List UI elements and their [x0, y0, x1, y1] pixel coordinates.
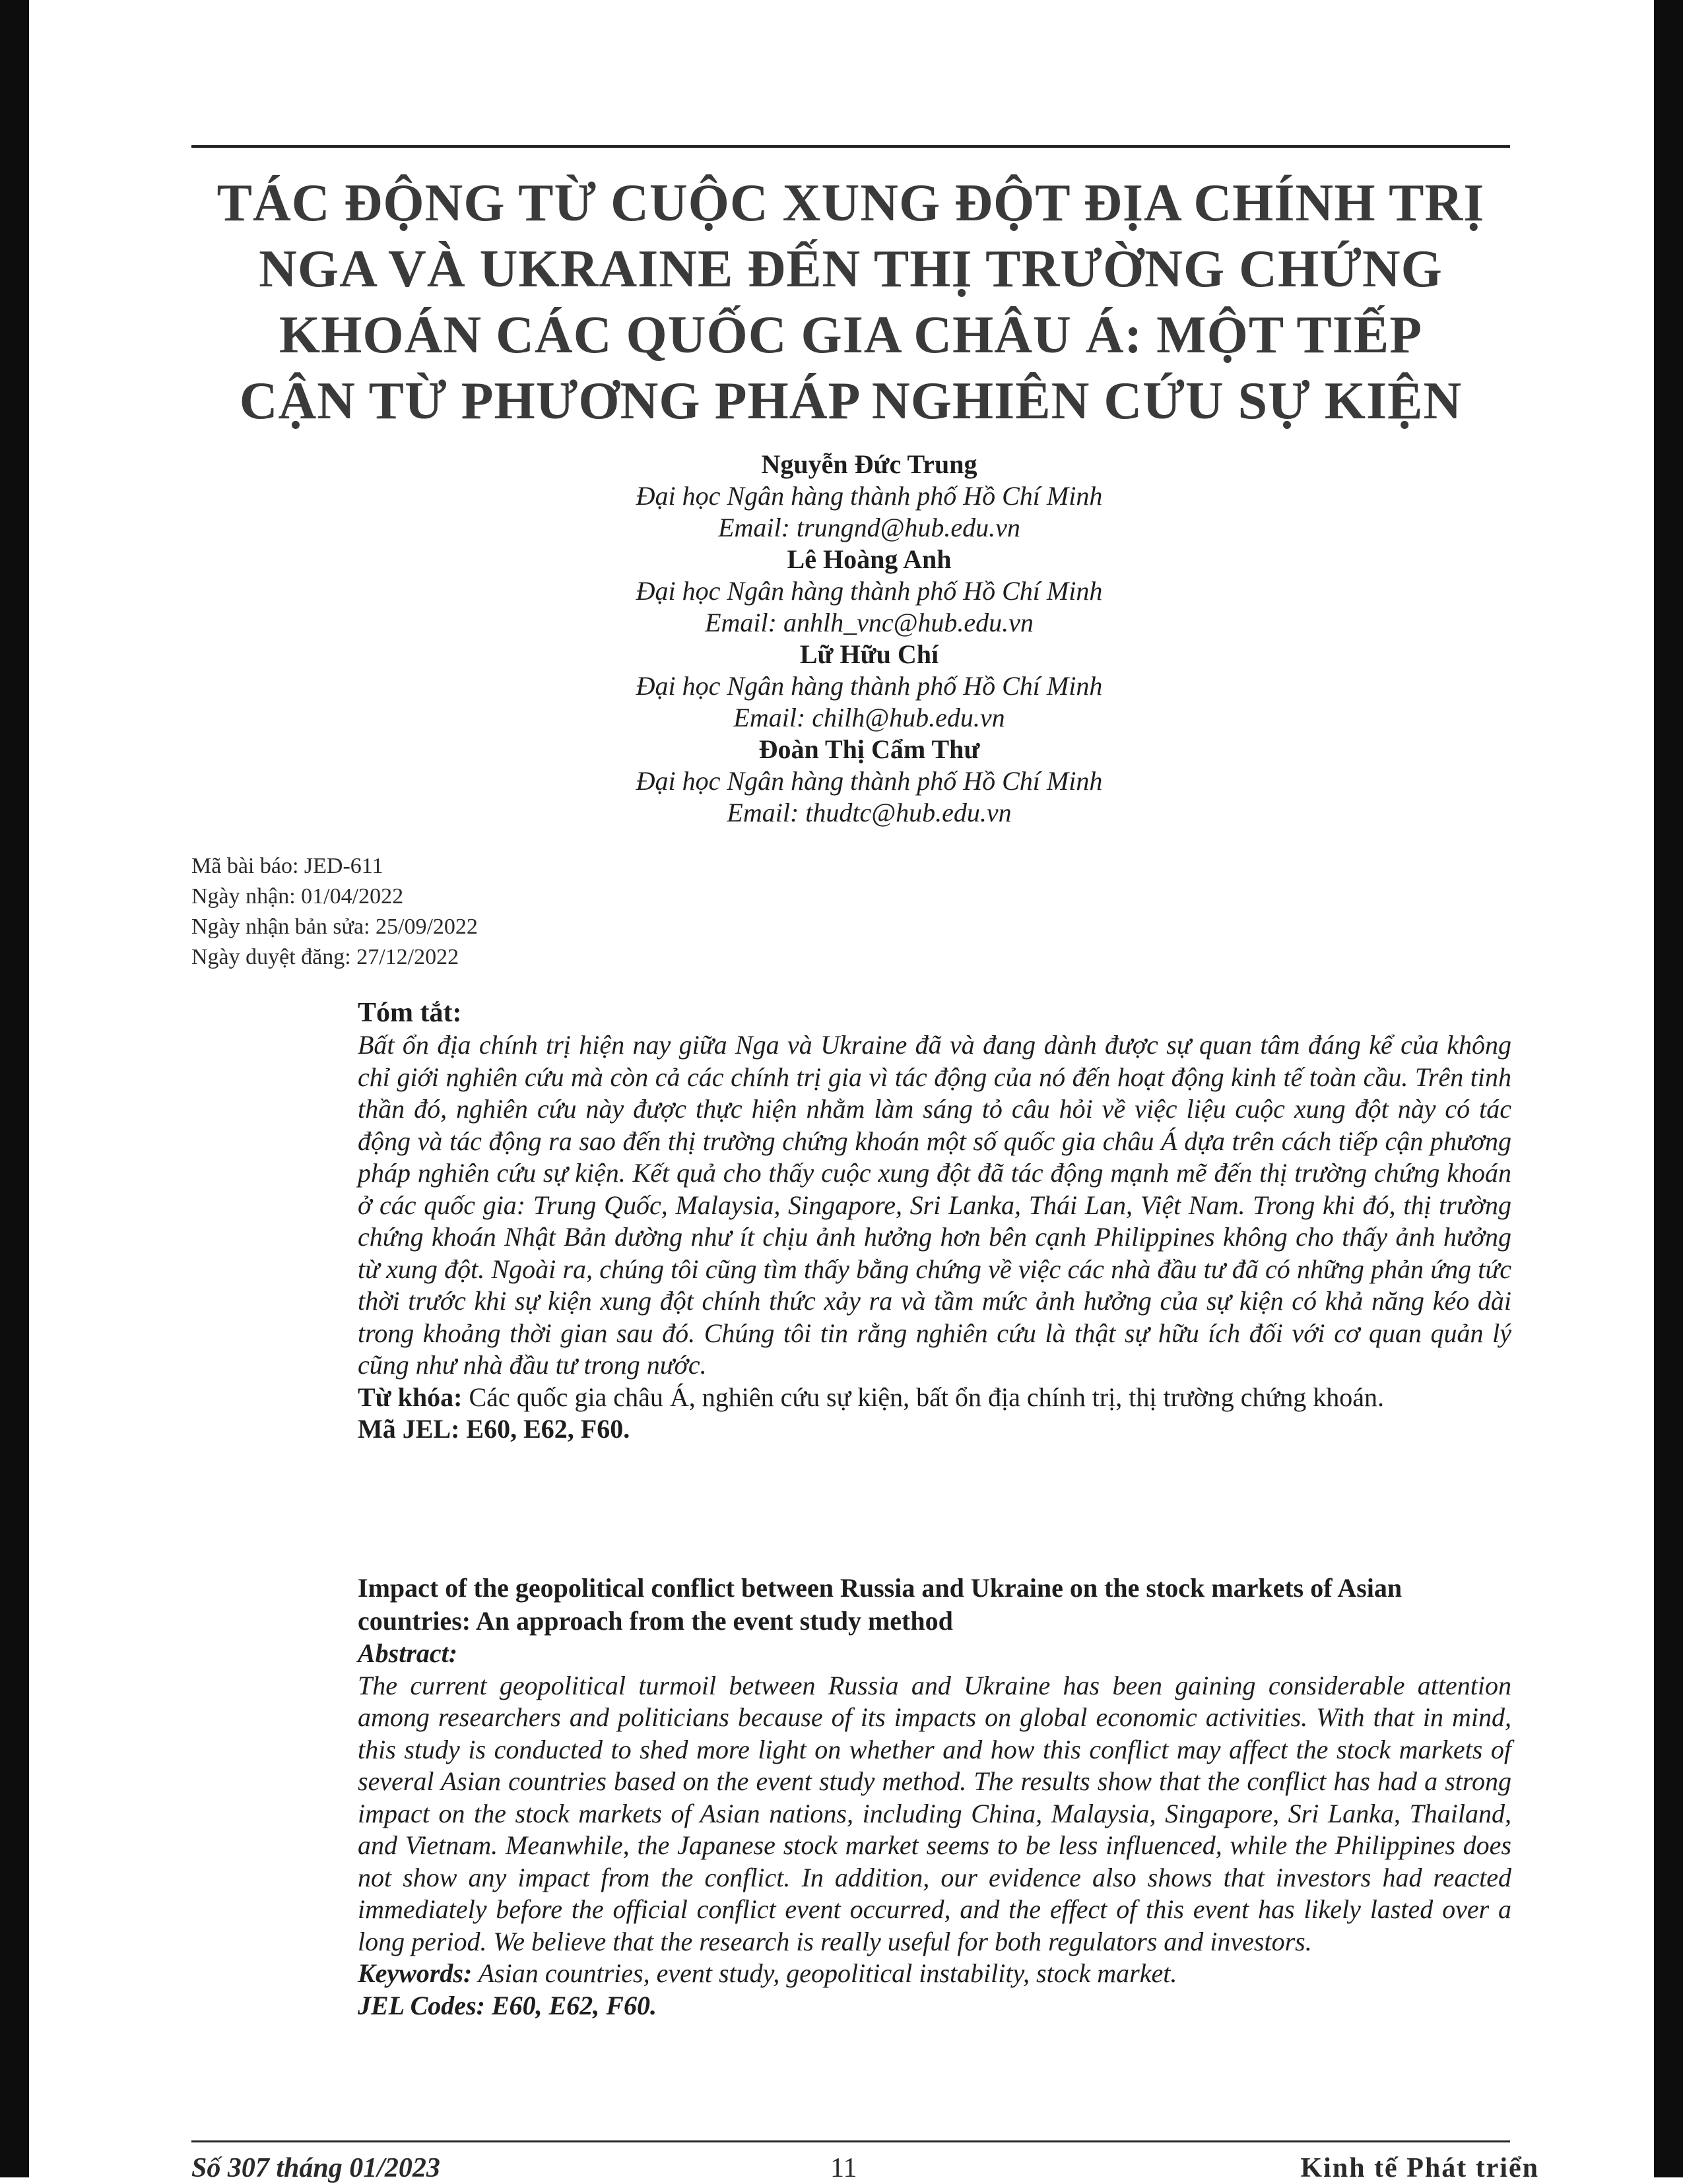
bottom-rule: [191, 2140, 1510, 2142]
meta-accepted-date: Ngày duyệt đăng: 27/12/2022: [191, 945, 459, 969]
author-email: Email: chilh@hub.edu.vn: [733, 703, 1005, 732]
author-name: Nguyễn Đức Trung: [761, 449, 977, 479]
article-meta: [191, 851, 478, 973]
journal-name: Kinh tế Phát triển: [1300, 2153, 1539, 2183]
title-line: KHOÁN CÁC QUỐC GIA CHÂU Á: MỘT TIẾP: [279, 306, 1423, 364]
author-name: Lữ Hữu Chí: [799, 639, 939, 669]
author-block: [356, 449, 1382, 829]
page-number: 11: [830, 2153, 857, 2183]
title-line: NGA VÀ UKRAINE ĐẾN THỊ TRƯỜNG CHỨNG: [259, 240, 1443, 298]
author-affiliation: Đại học Ngân hàng thành phố Hồ Chí Minh: [636, 576, 1103, 606]
author-affiliation: Đại học Ngân hàng thành phố Hồ Chí Minh: [636, 766, 1103, 796]
scan-edge-right: [1654, 0, 1683, 2177]
abstract-heading: Abstract:: [358, 1638, 458, 1668]
jel-codes: Mã JEL: E60, E62, F60.: [358, 1414, 630, 1444]
vietnamese-abstract: [358, 996, 1511, 1446]
author-email: Email: trungnd@hub.edu.vn: [718, 513, 1020, 542]
meta-revised-date: Ngày nhận bản sửa: 25/09/2022: [191, 915, 478, 939]
author-affiliation: Đại học Ngân hàng thành phố Hồ Chí Minh: [636, 671, 1103, 701]
abstract-body: Bất ổn địa chính trị hiện nay giữa Nga và Ukraine đã và đang dành được sự quan tâm đáng kể của không chỉ giới nghiên cứu mà còn cả các chính trị gia vì tác động của nó đến hoạt động kinh tế toàn cầu. Trên tinh thần đó, nghiên cứu này được thực hiện nhằm làm sáng tỏ câu hỏi về việc liệu cuộc xung đột này có tác động và tác động ra sao đến thị trường chứng khoán một số quốc gia châu Á dựa trên cách tiếp cận phương pháp nghiên cứu sự kiện. Kết quả cho thấy cuộc xung đột đã tác động mạnh mẽ đến thị trường chứng khoán ở các quốc gia: Trung Quốc, Malaysia, Singapore, Sri Lanka, Thái Lan, Việt Nam. Trong khi đó, thị trường chứng khoán Nhật Bản dường như ít chịu ảnh hưởng hơn bên cạnh Philippines không cho thấy ảnh hưởng từ xung đột. Ngoài ra, chúng tôi cũng tìm thấy bằng chứng về việc các nhà đầu tư đã có những phản ứng tức thời trước khi sự kiện xung đột chính thức xảy ra và tầm mức ảnh hưởng của sự kiện có khả năng kéo dài trong khoảng thời gian sau đó. Chúng tôi tin rằng nghiên cứu là thật sự hữu ích đối với cơ quan quản lý cũng như nhà đầu tư trong nước.: [358, 1030, 1511, 1380]
keywords-label: Keywords:: [358, 1958, 473, 1988]
keywords-line: [358, 1958, 1511, 1990]
meta-received-date: Ngày nhận: 01/04/2022: [191, 884, 404, 909]
author-email: Email: thudtc@hub.edu.vn: [727, 798, 1012, 827]
keywords-text: Các quốc gia châu Á, nghiên cứu sự kiện, bất ổn địa chính trị, thị trường chứng khoán.: [469, 1382, 1384, 1412]
keywords-line: [358, 1382, 1511, 1414]
meta-article-code: Mã bài báo: JED-611: [191, 854, 383, 878]
top-rule: [191, 145, 1510, 148]
abstract-heading: Tóm tắt:: [358, 998, 462, 1028]
author-affiliation: Đại học Ngân hàng thành phố Hồ Chí Minh: [636, 481, 1103, 511]
footer-issue: Số 307 tháng 01/2023: [191, 2153, 440, 2183]
author-name: Lê Hoàng Anh: [787, 544, 952, 574]
keywords-text: Asian countries, event study, geopolitical instability, stock market.: [478, 1958, 1177, 1988]
jel-codes: JEL Codes: E60, E62, F60.: [358, 1990, 657, 2020]
keywords-label: Từ khóa:: [358, 1382, 463, 1412]
english-title: Impact of the geopolitical conflict between Russia and Ukraine on the stock markets of Asian countries: An approach from the event study method: [358, 1573, 1402, 1636]
article-title: [191, 170, 1510, 434]
abstract-body: The current geopolitical turmoil between Russia and Ukraine has been gaining considerable attention among researchers and politicians because of its impacts on global economic activities. With that in mind, this study is conducted to shed more light on whether and how this conflict may affect the stock markets of several Asian countries based on the event study method. The results show that the conflict has had a strong impact on the stock markets of Asian nations, including China, Malaysia, Singapore, Sri Lanka, Thailand, and Vietnam. Meanwhile, the Japanese stock market seems to be less influenced, while the Philippines does not show any impact from the conflict. In addition, our evidence also shows that investors had reacted immediately before the official conflict event occurred, and the effect of this event has likely lasted over a long period. We believe that the research is really useful for both regulators and investors.: [358, 1670, 1511, 1956]
author-email: Email: anhlh_vnc@hub.edu.vn: [705, 608, 1034, 637]
scan-edge-left: [0, 0, 29, 2177]
title-line: CẬN TỪ PHƯƠNG PHÁP NGHIÊN CỨU SỰ KIỆN: [239, 372, 1463, 430]
title-line: TÁC ĐỘNG TỪ CUỘC XUNG ĐỘT ĐỊA CHÍNH TRỊ: [216, 174, 1485, 232]
english-abstract: [358, 1572, 1511, 2022]
author-name: Đoàn Thị Cẩm Thư: [758, 734, 980, 764]
